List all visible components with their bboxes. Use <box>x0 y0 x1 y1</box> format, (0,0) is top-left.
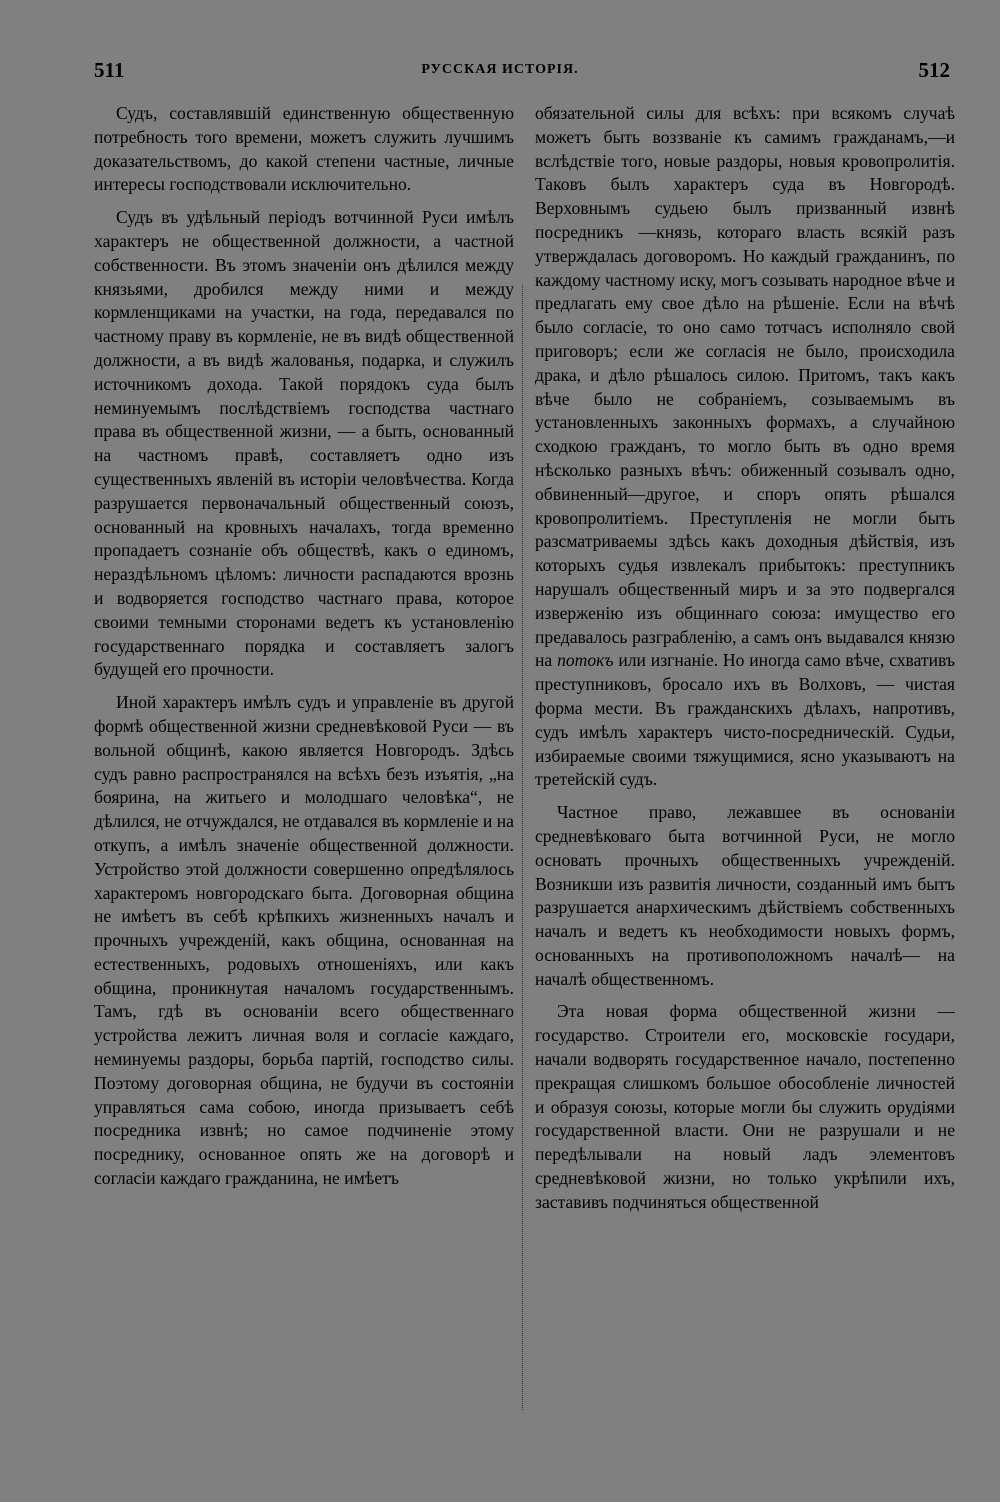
right-paragraph-1-text-a: обязательной силы для всѣхъ: при всякомъ случаѣ можетъ быть воззваніе къ самимъ гражданамъ,—и вслѣдствіе того, новые раздоры, новыя кровопролитія. Таковъ былъ характеръ суда въ Новгородѣ. Верховнымъ судьею былъ призванный извнѣ посредникъ —князь, котораго власть всякій разъ утверждалась договоромъ. Но каждый гражданинъ, по каждому частному иску, могъ созывать народное вѣче и предлагать ему свое дѣло на рѣшеніе. Если на вѣчѣ было согласіе, то оно само тотчасъ исполняло свой приговоръ; если же согласія не было, происходила драка, и дѣло рѣшалось силою. Притомъ, такъ какъ вѣче было не собраніемъ, созываемымъ въ установленныхъ законныхъ формахъ, а случайною сходкою гражданъ, то могло быть въ одно время нѣсколько разныхъ вѣчъ: обиженный созывалъ одно, обвиненный—другое, и споръ опять рѣшался кровопролитіемъ. Преступленія не могли быть разсматриваемы здѣсь какъ доходныя дѣйствія, изъ которыхъ судья извлекалъ прибытокъ: преступникъ нарушалъ общественный миръ и за это подвергался изверженію изъ общиннаго союза: имущество его предавалось разграбленію, а самъ онъ выдавался князю на <box>535 103 955 671</box>
right-paragraph-3: Эта новая форма общественной жизни — государство. Строители его, московскіе государи, начали водворять государственное начало, постепенно прекращая слишкомъ большое обособленіе личностей и образуя союзы, которые могли бы служить орудіями государственной власти. Они не разрушали и не передѣлывали на новый ладъ элементовъ средневѣковой жизни, но только укрѣпили ихъ, заставивъ подчиняться общественной <box>535 1001 955 1212</box>
left-column <box>94 102 514 1432</box>
right-column <box>535 102 955 1432</box>
left-paragraph-1: Судъ, составлявшій единственную общественную потребность того времени, можетъ служить лучшимъ доказательствомъ, до какой степени частные, личные интересы господствовали исключительно. <box>94 103 514 195</box>
left-paragraph-2: Судъ въ удѣльный періодъ вотчинной Руси имѣлъ характеръ не общественной должности, а частной собственности. Въ этомъ значеніи онъ дѣлился между князьями, дробился между ними и между кормленщиками на участки, на года, передавался по частному праву въ кормленіе, не въ видѣ общественной должности, а въ видѣ жалованья, подарка, и служилъ источникомъ дохода. Такой порядокъ суда былъ неминуемымъ послѣдствіемъ господства частнаго права въ общественной жизни, — а быть, основанный на частномъ правѣ, составляетъ одно изъ существенныхъ явленій въ исторіи человѣчества. Когда разрушается первоначальный общественный союзъ, основанный на кровныхъ началахъ, тогда временно пропадаетъ сознаніе объ обществѣ, какъ о единомъ, нераздѣльномъ цѣломъ: личности распадаются врознь и водворяется господство частнаго права, которое своими темными сторонами ведетъ къ установленію государственнаго порядка и составляетъ залогъ будущей его прочности. <box>94 207 514 680</box>
right-paragraph-1-text-b: или изгнаніе. Но иногда само вѣче, схвативъ преступниковъ, бросало ихъ въ Волховъ, — чистая форма мести. Въ гражданскихъ дѣлахъ, напротивъ, судъ имѣлъ характеръ чисто-посредническій. Судьи, избираемые своими тяжущимися, ясно указываютъ на третейскій судъ. <box>535 650 955 790</box>
right-paragraph-2: Частное право, лежавшее въ основаніи средневѣковаго быта вотчинной Руси, не могло основать прочныхъ общественныхъ учрежденій. Возникши изъ развитія личности, созданный имъ бытъ разрушается анархическимъ дѣйствіемъ собственныхъ началъ и ведетъ къ необходимости новыхъ формъ, основанныхъ на противоположномъ началѣ— на началѣ общественномъ. <box>535 802 955 989</box>
right-paragraph-1-italic: потокъ <box>557 650 614 671</box>
page-number-right: 512 <box>918 58 950 82</box>
left-paragraph-3: Иной характеръ имѣлъ судъ и управленіе въ другой формѣ общественной жизни средневѣковой Руси — въ вольной общинѣ, какою является Новгородъ. Здѣсь судъ равно распространялся на всѣхъ безъ изъятія, „на боярина, на житьего и молодшаго человѣка“, не дѣлился, не отчуждался, не отдавался въ кормленіе и на откупъ, а имѣлъ значеніе общественной должности. Устройство этой должности совершенно опредѣлялось характеромъ новгородскаго быта. Договорная община не имѣетъ въ себѣ крѣпкихъ жизненныхъ началъ и прочныхъ учрежденій, какъ община, основанная на естественныхъ, родовыхъ отношеніяхъ, или какъ община, проникнутая началомъ государственнымъ. Тамъ, гдѣ въ основаніи всего общественнаго устройства лежитъ личная воля и согласіе каждаго, неминуемы раздоры, борьба партій, господство силы. Поэтому договорная община, не будучи въ состояніи управляться сама собою, иногда призываетъ себѣ посредника извнѣ; но самое подчиненіе этому посреднику, основанное опять же на договорѣ и согласіи каждаго гражданина, не имѣетъ <box>94 692 514 1189</box>
page-header <box>0 58 1000 88</box>
right-paragraph-1 <box>535 102 955 792</box>
page-number-left: 511 <box>94 58 125 82</box>
running-title: РУССКАЯ ИСТОРІЯ. <box>421 62 579 77</box>
column-divider <box>522 285 524 1410</box>
